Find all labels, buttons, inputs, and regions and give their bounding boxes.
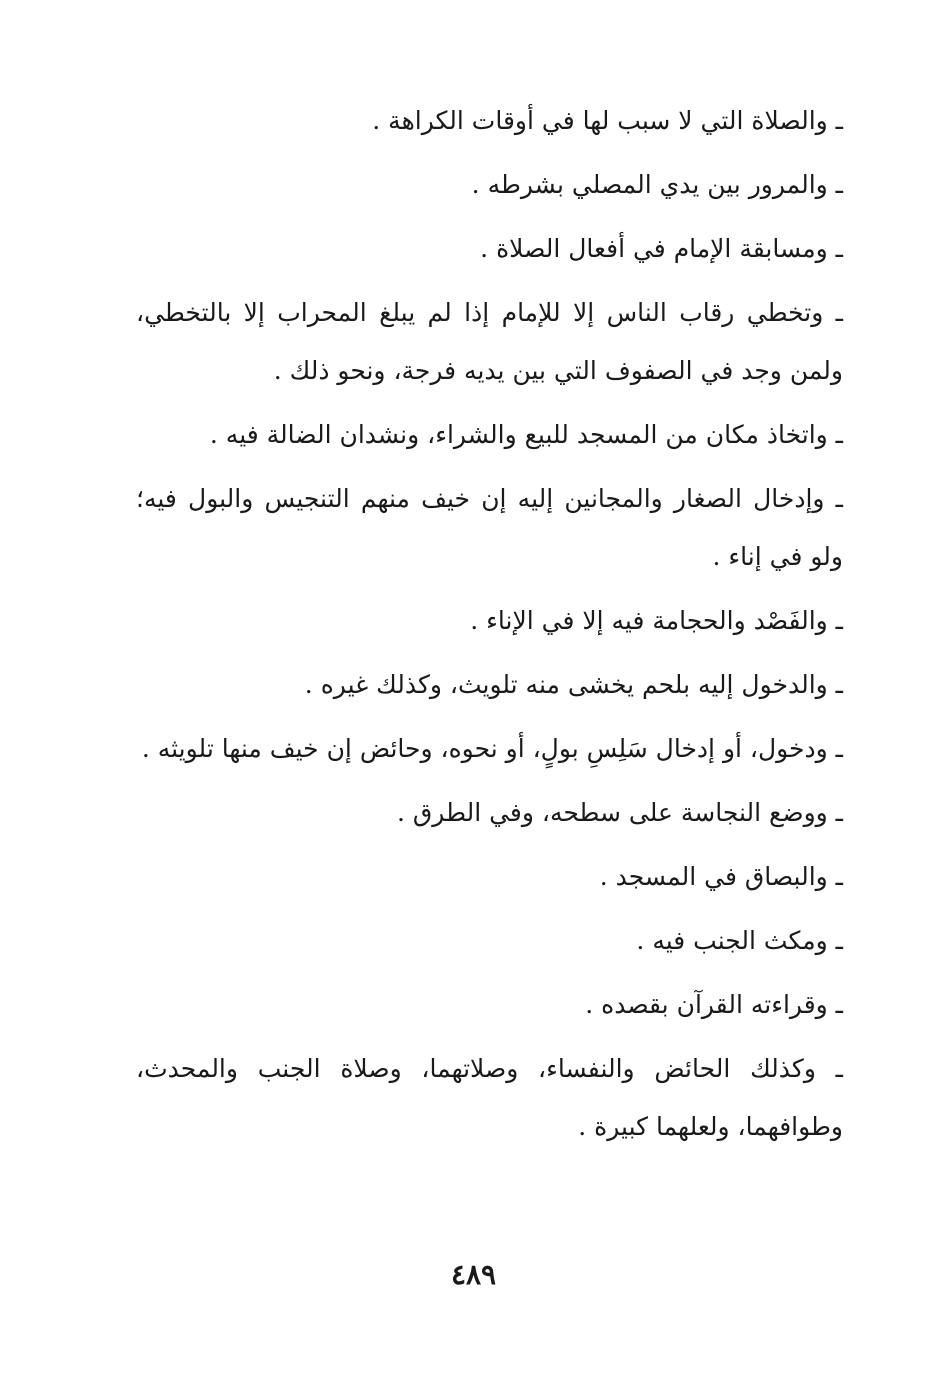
- paragraph-prayer-times: ـ والصلاة التي لا سبب لها في أوقات الكراهة .: [372, 106, 843, 135]
- page-body: [136, 92, 843, 1162]
- paragraph-quran-recitation: ـ وقراءته القرآن بقصده .: [585, 990, 843, 1019]
- paragraph-passing-worshipper: ـ والمرور بين يدي المصلي بشرطه .: [471, 170, 843, 199]
- paragraph-incontinence: ـ ودخول، أو إدخال سَلِسِ بولٍ، أو نحوه، وحائض إن خيف منها تلويثه .: [141, 734, 843, 763]
- paragraph-spitting: ـ والبصاق في المسجد .: [599, 862, 843, 891]
- paragraph-cupping: ـ والفَصْد والحجامة فيه إلا في الإناء .: [470, 606, 843, 635]
- paragraph-trade-in-mosque: ـ واتخاذ مكان من المسجد للبيع والشراء، ونشدان الضالة فيه .: [209, 420, 843, 449]
- page-number: ٤٨٩: [450, 1258, 497, 1291]
- paragraph-children-entry: ـ وإدخال الصغار والمجانين إليه إن خيف منهم التنجيس والبول فيه؛ ولو في إناء .: [136, 484, 843, 571]
- paragraph-junub-staying: ـ ومكث الجنب فيه .: [636, 926, 843, 955]
- paragraph-impurity-roof: ـ ووضع النجاسة على سطحه، وفي الطرق .: [396, 798, 843, 827]
- paragraph-menstruating: ـ وكذلك الحائض والنفساء، وصلاتهما، وصلاة الجنب والمحدث، وطوافهما، ولعلهما كبيرة .: [136, 1054, 843, 1141]
- paragraph-stepping-over: ـ وتخطي رقاب الناس إلا للإمام إذا لم يبلغ المحراب إلا بالتخطي، ولمن وجد في الصفوف التي بين يديه فرجة، ونحو ذلك .: [136, 298, 843, 385]
- paragraph-preceding-imam: ـ ومسابقة الإمام في أفعال الصلاة .: [480, 234, 843, 263]
- paragraph-meat-entry: ـ والدخول إليه بلحم يخشى منه تلويث، وكذلك غيره .: [304, 670, 843, 699]
